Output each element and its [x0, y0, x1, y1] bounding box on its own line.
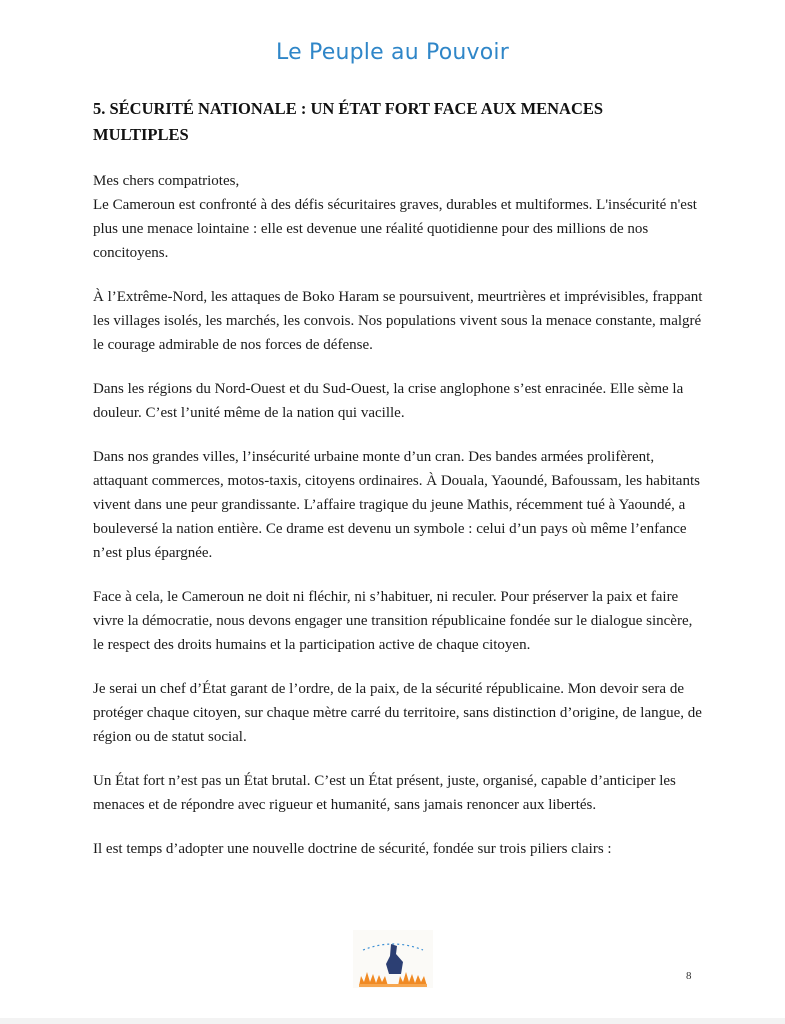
section-heading: [93, 96, 693, 148]
paragraph-3: Dans les régions du Nord-Ouest et du Sud-Ouest, la crise anglophone s’est enracinée. Elle sème la douleur. C’est l’unité même de la nation qui vacille.: [93, 381, 684, 421]
paragraph-5: Face à cela, le Cameroun ne doit ni fléchir, ni s’habituer, ni reculer. Pour préserver la paix et faire vivre la démocratie, nous devons engager une transition républicaine fondée sur le dialogue sincère, le respect des droits humains et la participation active de chaque citoyen.: [93, 589, 693, 653]
section-heading-line-1: 5. SÉCURITÉ NATIONALE : UN ÉTAT FORT FACE AUX MENACES: [93, 99, 604, 118]
page-number: 8: [686, 970, 692, 982]
paragraph-7: Un État fort n’est pas un État brutal. C’est un État présent, juste, organisé, capable d’anticiper les menaces et de répondre avec rigueur et humanité, sans jamais renoncer aux libertés.: [93, 773, 676, 813]
cameroon-map-flames-logo-icon: [353, 930, 433, 988]
body-text: [93, 169, 703, 881]
paragraph-8: Il est temps d’adopter une nouvelle doctrine de sécurité, fondée sur trois piliers clairs :: [93, 841, 612, 857]
paragraph-1: Le Cameroun est confronté à des défis sécuritaires graves, durables et multiformes. L'insécurité n'est plus une menace lointaine : elle est devenue une réalité quotidienne pour des millions de nos concitoyens.: [93, 197, 697, 261]
paragraph-2: À l’Extrême-Nord, les attaques de Boko Haram se poursuivent, meurtrières et imprévisibles, frappant les villages isolés, les marchés, les convois. Nos populations vivent sous la menace constante, malgré le courage admirable de nos forces de défense.: [93, 289, 703, 353]
section-heading-line-2: MULTIPLES: [93, 125, 189, 144]
greeting-paragraph: Mes chers compatriotes,: [93, 173, 240, 189]
document-header-title: Le Peuple au Pouvoir: [276, 40, 509, 65]
paragraph-6: Je serai un chef d’État garant de l’ordre, de la paix, de la sécurité républicaine. Mon devoir sera de protéger chaque citoyen, sur chaque mètre carré du territoire, sans distinction d’origine, de langue, de région ou de statut social.: [93, 681, 702, 745]
paragraph-4: Dans nos grandes villes, l’insécurité urbaine monte d’un cran. Des bandes armées prolifèrent, attaquant commerces, motos-taxis, citoyens ordinaires. À Douala, Yaoundé, Bafoussam, les habitants vivent dans une peur grandissante. L’affaire tragique du jeune Mathis, récemment tué à Yaoundé, a bouleversé la nation entière. Ce drame est devenu un symbole : celui d’un pays où même l’enfance n’est plus épargnée.: [93, 449, 700, 561]
